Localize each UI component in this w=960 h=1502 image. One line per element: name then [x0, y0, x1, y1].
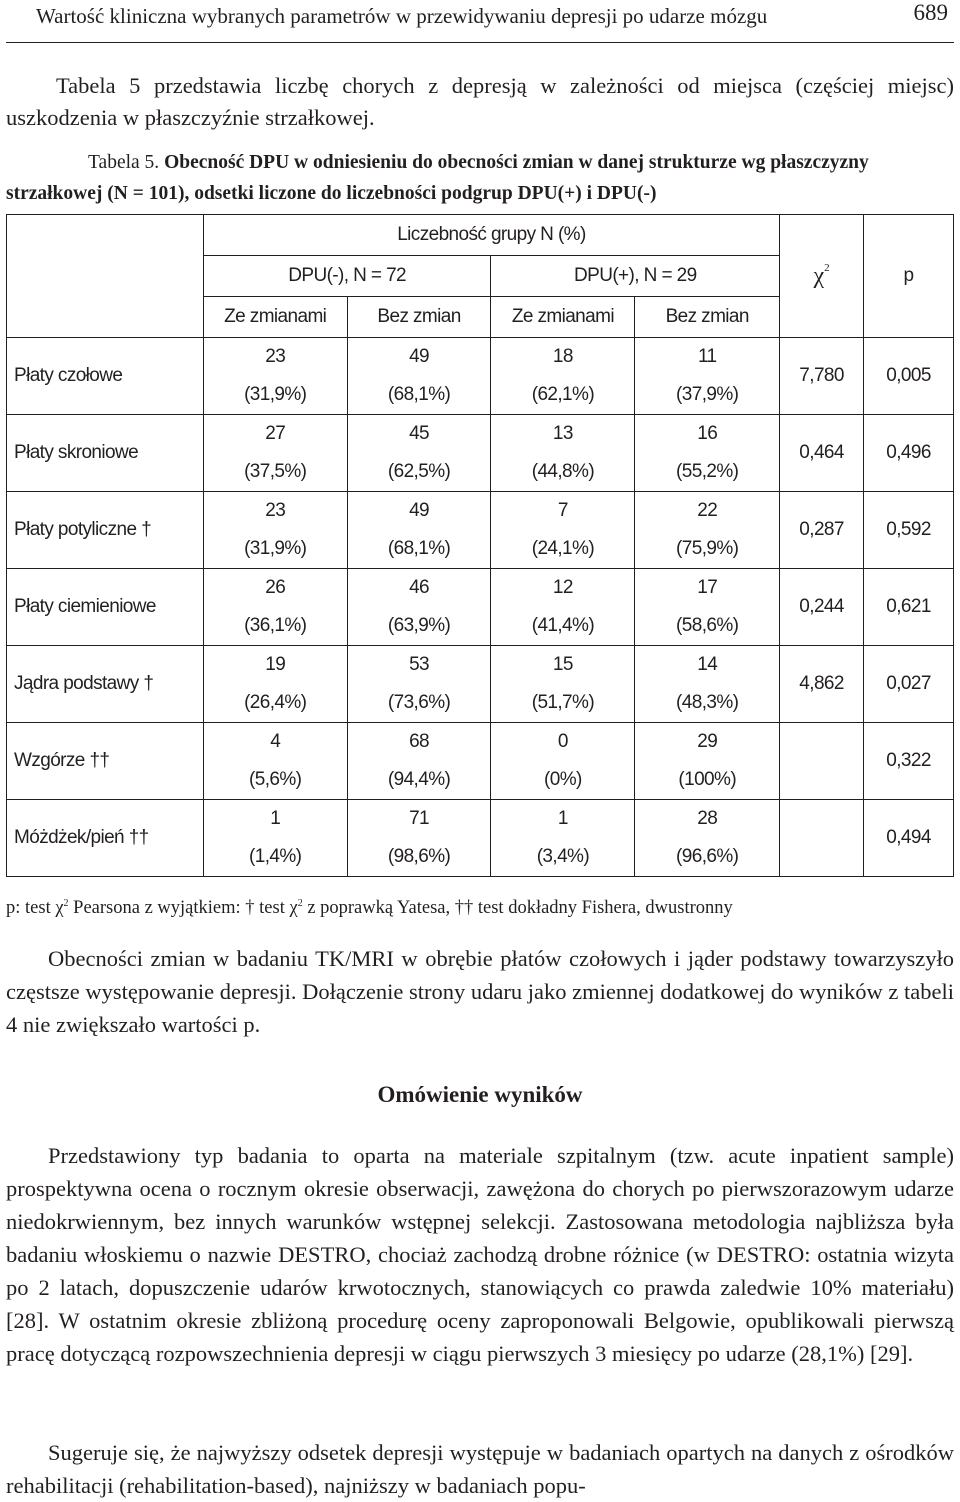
cell-text: 26: [265, 577, 286, 598]
cell-text: 16: [697, 423, 718, 444]
cell-value: [491, 415, 635, 492]
table-row: [7, 646, 954, 723]
cell-text: 68: [409, 731, 430, 752]
p-value: 0,027: [864, 646, 954, 723]
cell-text: 0: [557, 731, 568, 752]
cell-text: (44,8%): [531, 461, 595, 482]
cell-value: [203, 569, 347, 646]
cell-text: 23: [265, 500, 286, 521]
cell-text: (100%): [678, 769, 737, 790]
running-header: [6, 0, 954, 43]
p-value: 0,494: [864, 800, 954, 877]
cell-value: [203, 646, 347, 723]
cell-value: [635, 646, 780, 723]
cell-text: 13: [552, 423, 573, 444]
cell-text: (48,3%): [676, 692, 739, 713]
cell-text: 22: [697, 500, 718, 521]
cell-value: [491, 338, 635, 415]
cell-value: [635, 569, 780, 646]
corner-cell: [7, 215, 204, 338]
cell-value: [203, 800, 347, 877]
cell-text: 49: [409, 500, 430, 521]
cell-text: 29: [697, 731, 718, 752]
cell-value: [635, 492, 780, 569]
table-row: [7, 415, 954, 492]
chi-value: [780, 723, 864, 800]
table-row: [7, 338, 954, 415]
cell-text: 17: [697, 577, 718, 598]
cell-text: (0%): [544, 769, 582, 790]
cell-text: (1,4%): [249, 846, 302, 867]
subheader-with-changes: Ze zmianami: [203, 297, 347, 338]
dpu-negative-header: DPU(-), N = 72: [203, 256, 491, 297]
row-label: Płaty ciemieniowe: [7, 569, 204, 646]
chi-value: 0,287: [780, 492, 864, 569]
p-value: 0,005: [864, 338, 954, 415]
running-title: Wartość kliniczna wybranych parametrów w przewidywaniu depresji po udarze mózgu: [36, 4, 768, 28]
row-label: Jądra podstawy †: [7, 646, 204, 723]
cell-text: (73,6%): [387, 692, 451, 713]
cell-text: 71: [409, 808, 430, 829]
chi-value: [780, 800, 864, 877]
table-row: [7, 569, 954, 646]
cell-text: 18: [552, 346, 573, 367]
cell-value: [491, 646, 635, 723]
section-title: Omówienie wyników: [377, 1082, 583, 1107]
cell-text: (37,9%): [676, 384, 739, 405]
cell-text: (31,9%): [244, 538, 307, 559]
chi-value: 7,780: [780, 338, 864, 415]
table-row: [7, 723, 954, 800]
cell-text: (37,5%): [244, 461, 307, 482]
p-value: 0,322: [864, 723, 954, 800]
cell-text: (62,1%): [531, 384, 595, 405]
cell-text: 1: [270, 808, 281, 829]
row-label: Płaty skroniowe: [7, 415, 204, 492]
cell-value: [491, 569, 635, 646]
cell-value: [347, 723, 491, 800]
subheader-without-changes: Bez zmian: [347, 297, 491, 338]
cell-value: [347, 415, 491, 492]
p-value: 0,496: [864, 415, 954, 492]
cell-text: 46: [409, 577, 430, 598]
cell-text: 15: [552, 654, 573, 675]
cell-value: [203, 415, 347, 492]
cell-value: [635, 338, 780, 415]
results-paragraph: Obecności zmian w badaniu TK/MRI w obrębie płatów czołowych i jąder podstawy towarzyszyło częstsze występowanie depresji. Dołączenie strony udaru jako zmiennej dodatkowej do wyników z tabeli 4 nie zwiększało wartości p.: [6, 946, 954, 1037]
discussion-paragraph-continued: Sugeruje się, że najwyższy odsetek depresji występuje w badaniach opartych na danych z ośrodków rehabilitacji (rehabilitation-based), najniższy w badaniach popu-: [6, 1440, 954, 1498]
table-caption-label: Tabela 5.: [88, 152, 160, 173]
cell-text: 45: [409, 423, 430, 444]
cell-value: [347, 338, 491, 415]
table-caption: [6, 147, 956, 209]
cell-value: [203, 723, 347, 800]
cell-value: [491, 723, 635, 800]
cell-text: (51,7%): [531, 692, 595, 713]
cell-text: (5,6%): [249, 769, 302, 790]
cell-value: [203, 492, 347, 569]
cell-text: 11: [697, 346, 717, 367]
cell-text: (24,1%): [531, 538, 595, 559]
chi-value: 4,862: [780, 646, 864, 723]
cell-text: (41,4%): [531, 615, 595, 636]
p-header: p: [864, 215, 954, 338]
subheader-with-changes: Ze zmianami: [491, 297, 635, 338]
cell-value: [347, 646, 491, 723]
page-number: 689: [913, 0, 948, 25]
cell-text: 23: [265, 346, 286, 367]
cell-text: (63,9%): [387, 615, 451, 636]
cell-value: [491, 492, 635, 569]
cell-text: 53: [409, 654, 430, 675]
cell-value: [635, 415, 780, 492]
chi-header: $\chi^2$: [780, 215, 864, 338]
cell-text: 27: [265, 423, 286, 444]
cell-text: (94,4%): [387, 769, 451, 790]
cell-text: 19: [265, 654, 286, 675]
row-label: Móżdżek/pień ††: [7, 800, 204, 877]
cell-value: [347, 569, 491, 646]
cell-text: (98,6%): [387, 846, 451, 867]
cell-text: (58,6%): [676, 615, 739, 636]
chi-value: 0,464: [780, 415, 864, 492]
row-label: Wzgórze ††: [7, 723, 204, 800]
cell-text: (96,6%): [676, 846, 739, 867]
subheader-without-changes: Bez zmian: [635, 297, 780, 338]
cell-text: 28: [697, 808, 718, 829]
cell-value: [491, 800, 635, 877]
group-header: Liczebność grupy N (%): [203, 215, 779, 256]
table-row: [7, 492, 954, 569]
chi-value: 0,244: [780, 569, 864, 646]
table-footnote: p: test $\chi^2$ Pearsona z wyjątkiem: † test $\chi^2$ z poprawką Yatesa, †† test dokładny Fishera, dwustronny: [6, 898, 733, 919]
cell-value: [347, 800, 491, 877]
cell-text: 12: [552, 577, 573, 598]
table-caption-text: Obecność DPU w odniesieniu do obecności zmian w danej strukturze wg płaszczyzny strzałkowej (N = 101), odsetki liczone do liczebności podgrup DPU(+) i DPU(-): [6, 152, 869, 204]
p-value: 0,621: [864, 569, 954, 646]
cell-value: [635, 723, 780, 800]
p-value: 0,592: [864, 492, 954, 569]
cell-text: 7: [557, 500, 568, 521]
cell-value: [635, 800, 780, 877]
cell-value: [203, 338, 347, 415]
row-label: Płaty czołowe: [7, 338, 204, 415]
cell-text: 4: [270, 731, 281, 752]
cell-text: 49: [409, 346, 430, 367]
dpu-positive-header: DPU(+), N = 29: [491, 256, 780, 297]
cell-text: (3,4%): [536, 846, 590, 867]
cell-text: 14: [697, 654, 718, 675]
intro-paragraph: Tabela 5 przedstawia liczbę chorych z depresją w zależności od miejsca (częściej miejsc) uszkodzenia w płaszczyźnie strzałkowej.: [6, 73, 954, 130]
row-label: Płaty potyliczne †: [7, 492, 204, 569]
cell-text: (55,2%): [676, 461, 739, 482]
cell-text: (36,1%): [244, 615, 307, 636]
cell-text: (62,5%): [387, 461, 451, 482]
cell-text: (26,4%): [244, 692, 307, 713]
cell-text: 1: [557, 808, 568, 829]
cell-text: (31,9%): [244, 384, 307, 405]
results-table: [6, 214, 954, 877]
cell-value: [347, 492, 491, 569]
cell-text: (68,1%): [387, 384, 451, 405]
discussion-paragraph: Przedstawiony typ badania to oparta na materiale szpitalnym (tzw. acute inpatient sample) prospektywna ocena o rocznym okresie obserwacji, zawężona do chorych po pierwszorazowym udarze niedokrwiennym, bez innych warunków wstępnej selekcji. Zastosowana metodologia najbliższa była badaniu włoskiemu o nazwie DESTRO, chociaż zachodzą drobne różnice (w DESTRO: ostatnia wizyta po 2 latach, dopuszczenie udarów krwotocznych, stanowiących co prawda zaledwie 10% materiału) [28]. W ostatnim okresie zbliżoną procedurę oceny zaproponowali Belgowie, opublikowali pierwszą pracę dotyczącą rozpowszechnienia depresji w ciągu pierwszych 3 miesięcy po udarze (28,1%) [29].: [6, 1143, 954, 1366]
table-row: [7, 800, 954, 877]
cell-text: (75,9%): [676, 538, 739, 559]
cell-text: (68,1%): [387, 538, 451, 559]
